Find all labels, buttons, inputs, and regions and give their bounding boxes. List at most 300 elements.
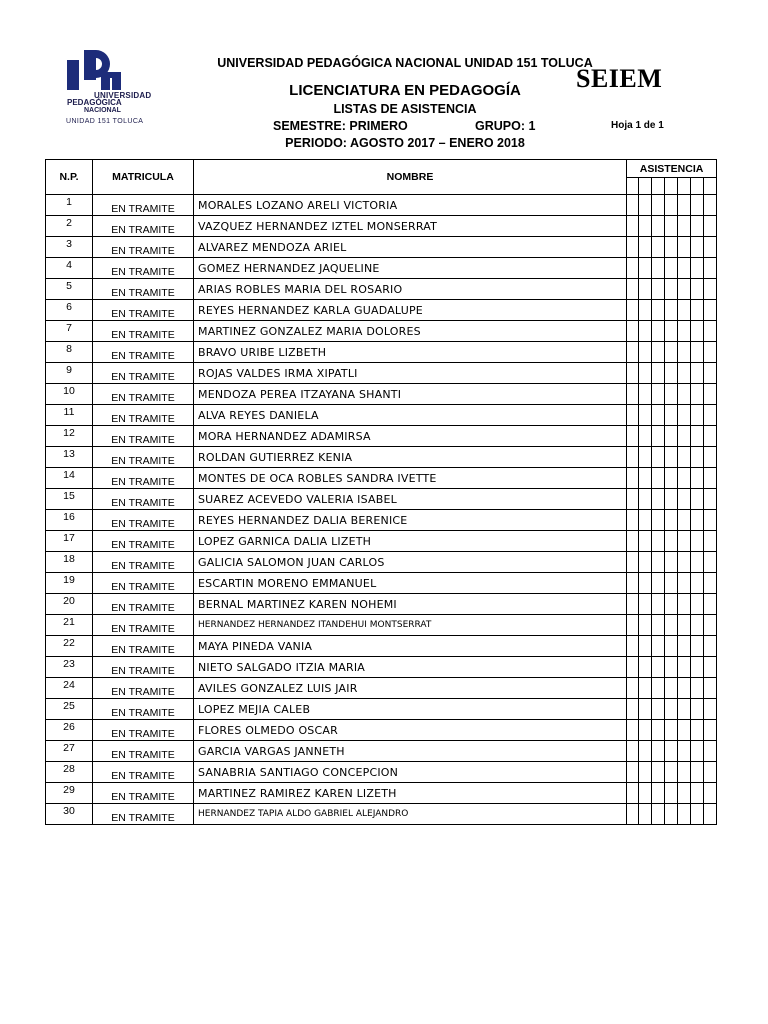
attendance-cell[interactable] [678,363,691,384]
row-number: 14 [46,468,93,489]
attendance-cell[interactable] [639,321,652,342]
row-nombre: ROLDAN GUTIERREZ KENIA [194,447,627,468]
attendance-cell[interactable] [665,405,678,426]
attendance-cell[interactable] [665,720,678,741]
attendance-cell[interactable] [652,279,665,300]
attendance-cell[interactable] [627,594,639,615]
attendance-cell[interactable] [627,468,639,489]
attendance-cell[interactable] [665,615,678,636]
row-number: 28 [46,762,93,783]
attendance-cell[interactable] [652,783,665,804]
attendance-cell[interactable] [665,531,678,552]
attendance-cell[interactable] [691,594,704,615]
row-matricula: EN TRAMITE [93,447,194,468]
row-matricula: EN TRAMITE [93,405,194,426]
row-matricula: EN TRAMITE [93,804,194,825]
row-matricula: EN TRAMITE [93,426,194,447]
attendance-cell[interactable] [627,783,639,804]
attendance-cell[interactable] [704,300,717,321]
attendance-cell[interactable] [665,657,678,678]
attendance-cell[interactable] [678,468,691,489]
attendance-cell[interactable] [665,258,678,279]
attendance-cell[interactable] [627,195,639,216]
row-number: 22 [46,636,93,657]
table-row [46,363,717,384]
attendance-cell[interactable] [652,363,665,384]
attendance-cell[interactable] [652,762,665,783]
attendance-cell[interactable] [652,489,665,510]
attendance-cell[interactable] [704,237,717,258]
attendance-cell[interactable] [691,741,704,762]
attendance-cell[interactable] [627,804,639,825]
attendance-cell[interactable] [678,195,691,216]
attendance-cell[interactable] [691,678,704,699]
attendance-cell[interactable] [652,699,665,720]
table-row [46,489,717,510]
attendance-cell[interactable] [652,342,665,363]
attendance-cell[interactable] [627,741,639,762]
attendance-cell[interactable] [704,594,717,615]
attendance-cell[interactable] [704,615,717,636]
attendance-cell[interactable] [665,216,678,237]
attendance-cell[interactable] [652,384,665,405]
row-matricula: EN TRAMITE [93,594,194,615]
attendance-cell[interactable] [678,720,691,741]
attendance-cell[interactable] [678,594,691,615]
attendance-cell[interactable] [691,363,704,384]
attendance-cell[interactable] [665,447,678,468]
upn-logo-icon [64,50,124,94]
attendance-cell[interactable] [678,405,691,426]
attendance-cell[interactable] [678,300,691,321]
attendance-cell[interactable] [652,531,665,552]
row-matricula: EN TRAMITE [93,531,194,552]
attendance-cell[interactable] [704,762,717,783]
attendance-cell[interactable] [652,594,665,615]
attendance-cell[interactable] [678,510,691,531]
attendance-cell[interactable] [691,489,704,510]
attendance-cell[interactable] [652,258,665,279]
table-row [46,237,717,258]
row-nombre: HERNANDEZ TAPIA ALDO GABRIEL ALEJANDRO [194,804,627,825]
attendance-cell[interactable] [678,678,691,699]
attendance-cell[interactable] [639,468,652,489]
attendance-cell[interactable] [652,678,665,699]
attendance-cell[interactable] [652,804,665,825]
attendance-cell[interactable] [665,195,678,216]
attendance-cell[interactable] [627,321,639,342]
row-number: 20 [46,594,93,615]
attendance-cell[interactable] [704,321,717,342]
row-number: 11 [46,405,93,426]
col-matricula-header: MATRICULA [93,160,194,195]
row-matricula: EN TRAMITE [93,657,194,678]
attendance-cell[interactable] [704,678,717,699]
attendance-cell[interactable] [639,657,652,678]
row-matricula: EN TRAMITE [93,510,194,531]
attendance-cell[interactable] [678,489,691,510]
row-nombre: HERNANDEZ HERNANDEZ ITANDEHUI MONTSERRAT [194,615,627,636]
row-matricula: EN TRAMITE [93,300,194,321]
attendance-cell[interactable] [704,531,717,552]
attendance-cell[interactable] [678,279,691,300]
attendance-cell[interactable] [691,321,704,342]
attendance-cell[interactable] [691,447,704,468]
attendance-cell[interactable] [665,468,678,489]
row-number: 2 [46,216,93,237]
row-nombre: ALVAREZ MENDOZA ARIEL [194,237,627,258]
attendance-cell[interactable] [678,615,691,636]
row-number: 24 [46,678,93,699]
attendance-cell[interactable] [665,363,678,384]
attendance-cell[interactable] [678,573,691,594]
attendance-cell[interactable] [691,426,704,447]
row-number: 8 [46,342,93,363]
row-number: 26 [46,720,93,741]
attendance-cell[interactable] [639,195,652,216]
attendance-cell[interactable] [627,384,639,405]
row-number: 6 [46,300,93,321]
attendance-cell[interactable] [627,237,639,258]
attendance-cell[interactable] [691,531,704,552]
col-nombre-header: NOMBRE [194,160,627,195]
attendance-cell[interactable] [627,762,639,783]
attendance-cell[interactable] [652,636,665,657]
attendance-cell[interactable] [678,804,691,825]
attendance-cell[interactable] [665,636,678,657]
attendance-cell[interactable] [639,531,652,552]
attendance-cell[interactable] [665,678,678,699]
attendance-cell[interactable] [627,489,639,510]
attendance-cell[interactable] [627,510,639,531]
attendance-subcell [691,178,704,195]
attendance-cell[interactable] [665,573,678,594]
university-title: UNIVERSIDAD PEDAGÓGICA NACIONAL UNIDAD 151 TOLUCA [217,56,593,70]
attendance-cell[interactable] [665,762,678,783]
row-nombre: MAYA PINEDA VANIA [194,636,627,657]
attendance-cell[interactable] [652,510,665,531]
attendance-cell[interactable] [639,405,652,426]
attendance-cell[interactable] [665,237,678,258]
attendance-cell[interactable] [691,237,704,258]
row-matricula: EN TRAMITE [93,489,194,510]
attendance-cell[interactable] [704,657,717,678]
attendance-cell[interactable] [627,426,639,447]
row-number: 4 [46,258,93,279]
attendance-cell[interactable] [704,342,717,363]
row-matricula: EN TRAMITE [93,741,194,762]
row-matricula: EN TRAMITE [93,195,194,216]
row-nombre: REYES HERNANDEZ KARLA GUADALUPE [194,300,627,321]
attendance-cell[interactable] [704,216,717,237]
period-label: PERIODO: AGOSTO 2017 – ENERO 2018 [285,136,525,150]
row-matricula: EN TRAMITE [93,237,194,258]
seiem-label: SEIEM [576,64,663,93]
row-number: 30 [46,804,93,825]
attendance-cell[interactable] [627,279,639,300]
attendance-cell[interactable] [627,615,639,636]
attendance-cell[interactable] [639,279,652,300]
row-matricula: EN TRAMITE [93,216,194,237]
attendance-cell[interactable] [704,447,717,468]
attendance-cell[interactable] [627,342,639,363]
attendance-cell[interactable] [639,447,652,468]
attendance-cell[interactable] [652,195,665,216]
row-nombre: NIETO SALGADO ITZIA MARIA [194,657,627,678]
attendance-cell[interactable] [665,741,678,762]
row-nombre: GOMEZ HERNANDEZ JAQUELINE [194,258,627,279]
attendance-cell[interactable] [704,258,717,279]
attendance-cell[interactable] [627,363,639,384]
attendance-cell[interactable] [665,279,678,300]
row-nombre: FLORES OLMEDO OSCAR [194,720,627,741]
attendance-cell[interactable] [639,804,652,825]
attendance-cell[interactable] [678,321,691,342]
attendance-cell[interactable] [639,489,652,510]
attendance-cell[interactable] [691,657,704,678]
attendance-cell[interactable] [627,552,639,573]
attendance-cell[interactable] [639,258,652,279]
row-matricula: EN TRAMITE [93,678,194,699]
attendance-cell[interactable] [639,678,652,699]
attendance-cell[interactable] [691,384,704,405]
attendance-cell[interactable] [678,426,691,447]
attendance-cell[interactable] [678,699,691,720]
attendance-cell[interactable] [627,573,639,594]
attendance-cell[interactable] [627,678,639,699]
attendance-cell[interactable] [639,300,652,321]
attendance-cell[interactable] [691,468,704,489]
row-nombre: MONTES DE OCA ROBLES SANDRA IVETTE [194,468,627,489]
attendance-cell[interactable] [665,804,678,825]
attendance-cell[interactable] [639,783,652,804]
row-nombre: BERNAL MARTINEZ KAREN NOHEMI [194,594,627,615]
attendance-cell[interactable] [678,258,691,279]
attendance-cell[interactable] [639,384,652,405]
attendance-cell[interactable] [652,321,665,342]
row-matricula: EN TRAMITE [93,783,194,804]
attendance-cell[interactable] [678,237,691,258]
attendance-cell[interactable] [665,426,678,447]
attendance-cell[interactable] [627,447,639,468]
attendance-cell[interactable] [627,657,639,678]
attendance-cell[interactable] [678,636,691,657]
attendance-cell[interactable] [704,489,717,510]
attendance-cell[interactable] [627,720,639,741]
attendance-cell[interactable] [665,552,678,573]
attendance-cell[interactable] [704,636,717,657]
attendance-cell[interactable] [652,657,665,678]
table-row [46,615,717,636]
attendance-cell[interactable] [691,195,704,216]
row-number: 27 [46,741,93,762]
page-indicator: Hoja 1 de 1 [611,120,664,131]
attendance-cell[interactable] [678,741,691,762]
attendance-cell[interactable] [627,300,639,321]
row-number: 18 [46,552,93,573]
attendance-cell[interactable] [652,426,665,447]
attendance-cell[interactable] [639,342,652,363]
table-row [46,699,717,720]
attendance-cell[interactable] [627,699,639,720]
attendance-cell[interactable] [704,510,717,531]
row-nombre: GALICIA SALOMON JUAN CARLOS [194,552,627,573]
attendance-cell[interactable] [665,510,678,531]
attendance-cell[interactable] [691,405,704,426]
attendance-cell[interactable] [691,342,704,363]
row-number: 15 [46,489,93,510]
attendance-cell[interactable] [652,216,665,237]
attendance-cell[interactable] [665,321,678,342]
attendance-cell[interactable] [704,720,717,741]
attendance-subcell [704,178,717,195]
attendance-cell[interactable] [652,720,665,741]
attendance-cell[interactable] [639,552,652,573]
attendance-cell[interactable] [665,384,678,405]
attendance-cell[interactable] [639,720,652,741]
attendance-cell[interactable] [678,657,691,678]
attendance-cell[interactable] [627,405,639,426]
attendance-cell[interactable] [691,699,704,720]
attendance-cell[interactable] [678,447,691,468]
table-row [46,510,717,531]
row-number: 12 [46,426,93,447]
attendance-cell[interactable] [639,573,652,594]
table-row [46,531,717,552]
attendance-cell[interactable] [639,426,652,447]
attendance-cell[interactable] [639,699,652,720]
row-matricula: EN TRAMITE [93,342,194,363]
logo-line-4: UNIDAD 151 TOLUCA [66,118,144,125]
attendance-cell[interactable] [704,783,717,804]
attendance-cell[interactable] [704,363,717,384]
list-title: LISTAS DE ASISTENCIA [333,102,477,116]
attendance-cell[interactable] [665,699,678,720]
attendance-cell[interactable] [704,384,717,405]
attendance-cell[interactable] [627,216,639,237]
attendance-cell[interactable] [665,300,678,321]
attendance-subcell [639,178,652,195]
attendance-cell[interactable] [627,636,639,657]
attendance-cell[interactable] [678,384,691,405]
attendance-cell[interactable] [652,615,665,636]
attendance-cell[interactable] [691,552,704,573]
attendance-cell[interactable] [678,531,691,552]
row-nombre: VAZQUEZ HERNANDEZ IZTEL MONSERRAT [194,216,627,237]
table-row [46,447,717,468]
row-number: 5 [46,279,93,300]
attendance-cell[interactable] [691,300,704,321]
attendance-cell[interactable] [639,741,652,762]
row-nombre: SANABRIA SANTIAGO CONCEPCION [194,762,627,783]
attendance-cell[interactable] [639,363,652,384]
attendance-cell[interactable] [691,783,704,804]
attendance-cell[interactable] [665,489,678,510]
attendance-cell[interactable] [704,552,717,573]
row-nombre: MENDOZA PEREA ITZAYANA SHANTI [194,384,627,405]
attendance-cell[interactable] [691,804,704,825]
attendance-cell[interactable] [704,405,717,426]
row-number: 25 [46,699,93,720]
attendance-cell[interactable] [678,342,691,363]
row-nombre: LOPEZ GARNICA DALIA LIZETH [194,531,627,552]
attendance-cell[interactable] [678,552,691,573]
attendance-cell[interactable] [704,699,717,720]
row-matricula: EN TRAMITE [93,636,194,657]
logo-line-1: UNIVERSIDAD [94,91,152,100]
attendance-cell[interactable] [652,552,665,573]
attendance-cell[interactable] [652,405,665,426]
attendance-cell[interactable] [704,195,717,216]
attendance-cell[interactable] [704,804,717,825]
attendance-cell[interactable] [691,615,704,636]
row-matricula: EN TRAMITE [93,468,194,489]
row-matricula: EN TRAMITE [93,720,194,741]
attendance-cell[interactable] [691,720,704,741]
attendance-cell[interactable] [691,216,704,237]
attendance-cell[interactable] [704,468,717,489]
attendance-cell[interactable] [639,762,652,783]
attendance-cell[interactable] [691,762,704,783]
attendance-cell[interactable] [639,237,652,258]
attendance-cell[interactable] [652,573,665,594]
attendance-cell[interactable] [627,531,639,552]
row-number: 23 [46,657,93,678]
attendance-cell[interactable] [691,510,704,531]
attendance-cell[interactable] [691,279,704,300]
attendance-cell[interactable] [678,762,691,783]
attendance-cell[interactable] [691,573,704,594]
table-row [46,573,717,594]
attendance-cell[interactable] [627,258,639,279]
attendance-cell[interactable] [704,279,717,300]
row-matricula: EN TRAMITE [93,573,194,594]
degree-title: LICENCIATURA EN PEDAGOGÍA [289,82,521,99]
logo-line-3: NACIONAL [84,107,121,114]
attendance-cell[interactable] [652,300,665,321]
attendance-cell[interactable] [652,741,665,762]
attendance-cell[interactable] [652,447,665,468]
table-row [46,258,717,279]
table-row [46,426,717,447]
row-nombre: AVILES GONZALEZ LUIS JAIR [194,678,627,699]
row-matricula: EN TRAMITE [93,279,194,300]
attendance-cell[interactable] [665,783,678,804]
attendance-cell[interactable] [704,573,717,594]
attendance-cell[interactable] [665,594,678,615]
attendance-cell[interactable] [639,216,652,237]
attendance-cell[interactable] [678,216,691,237]
group-label: GRUPO: 1 [475,119,536,133]
table-row [46,300,717,321]
attendance-cell[interactable] [639,594,652,615]
attendance-subcell [652,178,665,195]
semester-label: SEMESTRE: PRIMERO [273,119,408,133]
attendance-cell[interactable] [652,237,665,258]
attendance-cell[interactable] [678,783,691,804]
attendance-cell[interactable] [691,258,704,279]
attendance-cell[interactable] [691,636,704,657]
attendance-cell[interactable] [665,342,678,363]
attendance-cell[interactable] [652,468,665,489]
attendance-cell[interactable] [704,741,717,762]
attendance-cell[interactable] [639,510,652,531]
attendance-cell[interactable] [639,636,652,657]
row-number: 16 [46,510,93,531]
attendance-cell[interactable] [704,426,717,447]
table-row [46,405,717,426]
attendance-cell[interactable] [639,615,652,636]
